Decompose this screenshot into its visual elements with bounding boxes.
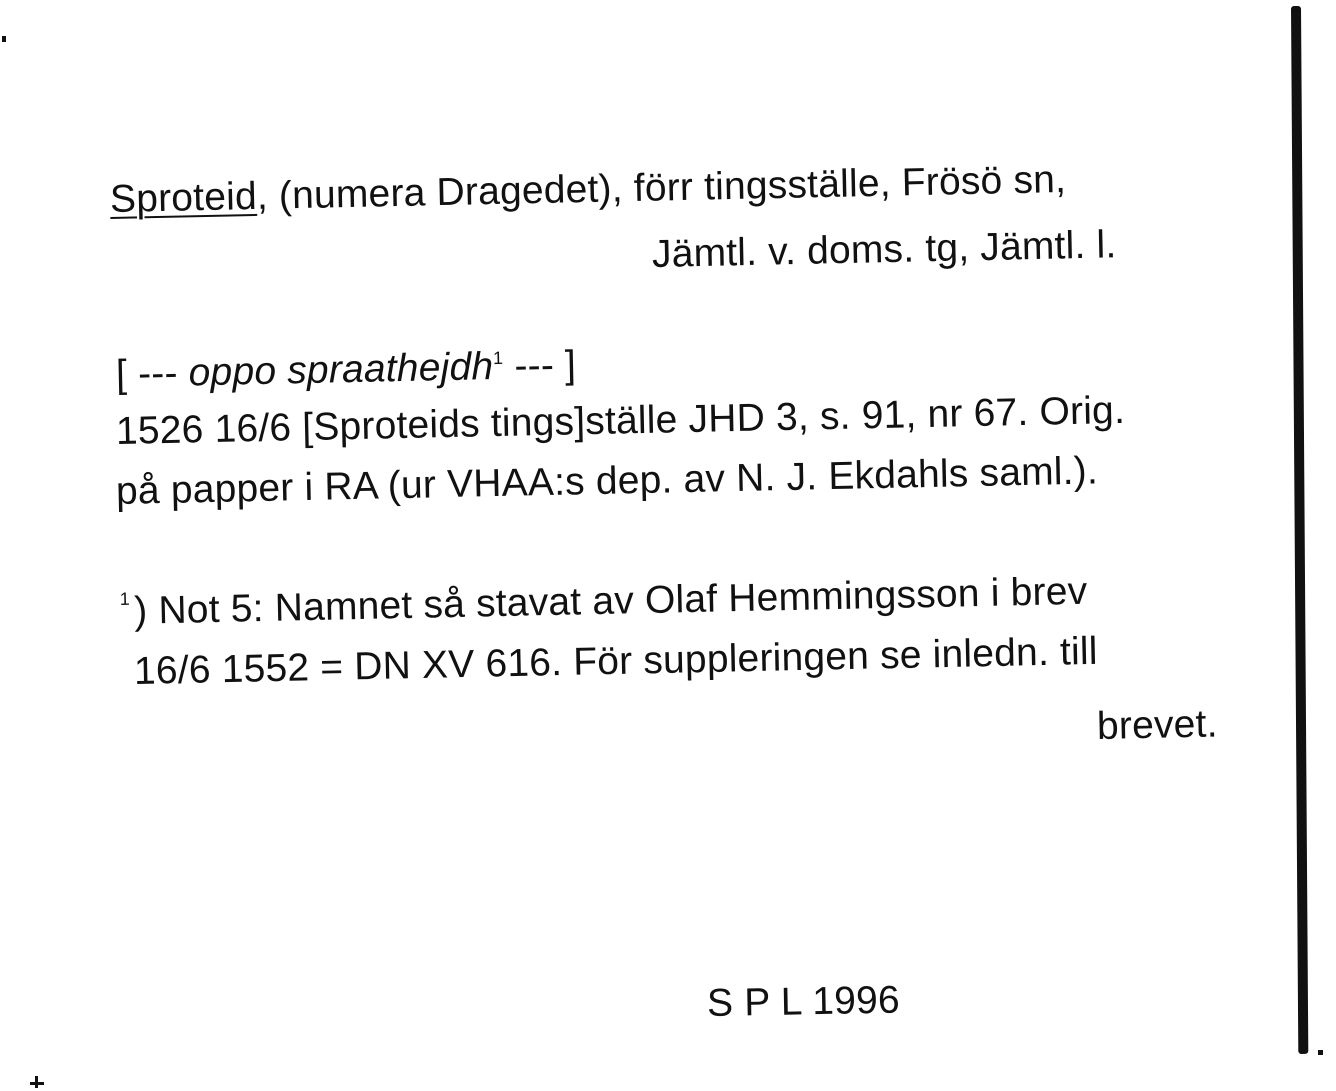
footnote-text-2: 16/6 1552 = DN XV 616. För suppleringen se inledn. till <box>133 629 1099 693</box>
footnote-mark: 1 <box>119 588 131 610</box>
quote-form: oppo spraathejdh <box>188 345 494 395</box>
source-archive: på papper i RA (ur VHAA:s dep. av N. J. Ekdahls saml.). <box>115 449 1099 513</box>
entry-headword: Sproteid <box>109 174 258 221</box>
scan-speck <box>2 36 6 42</box>
card-edge-line <box>1291 6 1308 1054</box>
signature-text: S P L 1996 <box>706 978 901 1025</box>
scan-mark <box>35 1076 38 1088</box>
entry-line-2 <box>652 225 1117 274</box>
quote-close: --- ] <box>502 343 577 388</box>
entry-description: , (numera Dragedet), förr tingsställe, Frösö sn, <box>256 157 1067 218</box>
quote-footnote-mark: 1 <box>492 347 504 369</box>
footnote-text-3: brevet. <box>1096 702 1219 748</box>
entry-line-1 <box>109 157 1067 221</box>
scan-speck <box>1318 1050 1323 1055</box>
quote-line <box>116 345 577 394</box>
footnote-line-3 <box>1097 704 1218 746</box>
entry-jurisdiction: Jämtl. v. doms. tg, Jämtl. l. <box>651 223 1117 276</box>
footnote-line-2 <box>133 629 1099 693</box>
source-line-2 <box>116 451 1099 511</box>
source-citation: 1526 16/6 [Sproteids tings]ställe JHD 3, s. 91, nr 67. Orig. <box>115 388 1126 453</box>
footnote-line-1 <box>119 569 1088 633</box>
source-line-1 <box>115 388 1126 453</box>
footnote-text-1: ) Not 5: Namnet så stavat av Olaf Hemmingsson i brev <box>133 569 1088 633</box>
quote-open: [ --- <box>115 351 190 396</box>
signature <box>706 978 901 1025</box>
